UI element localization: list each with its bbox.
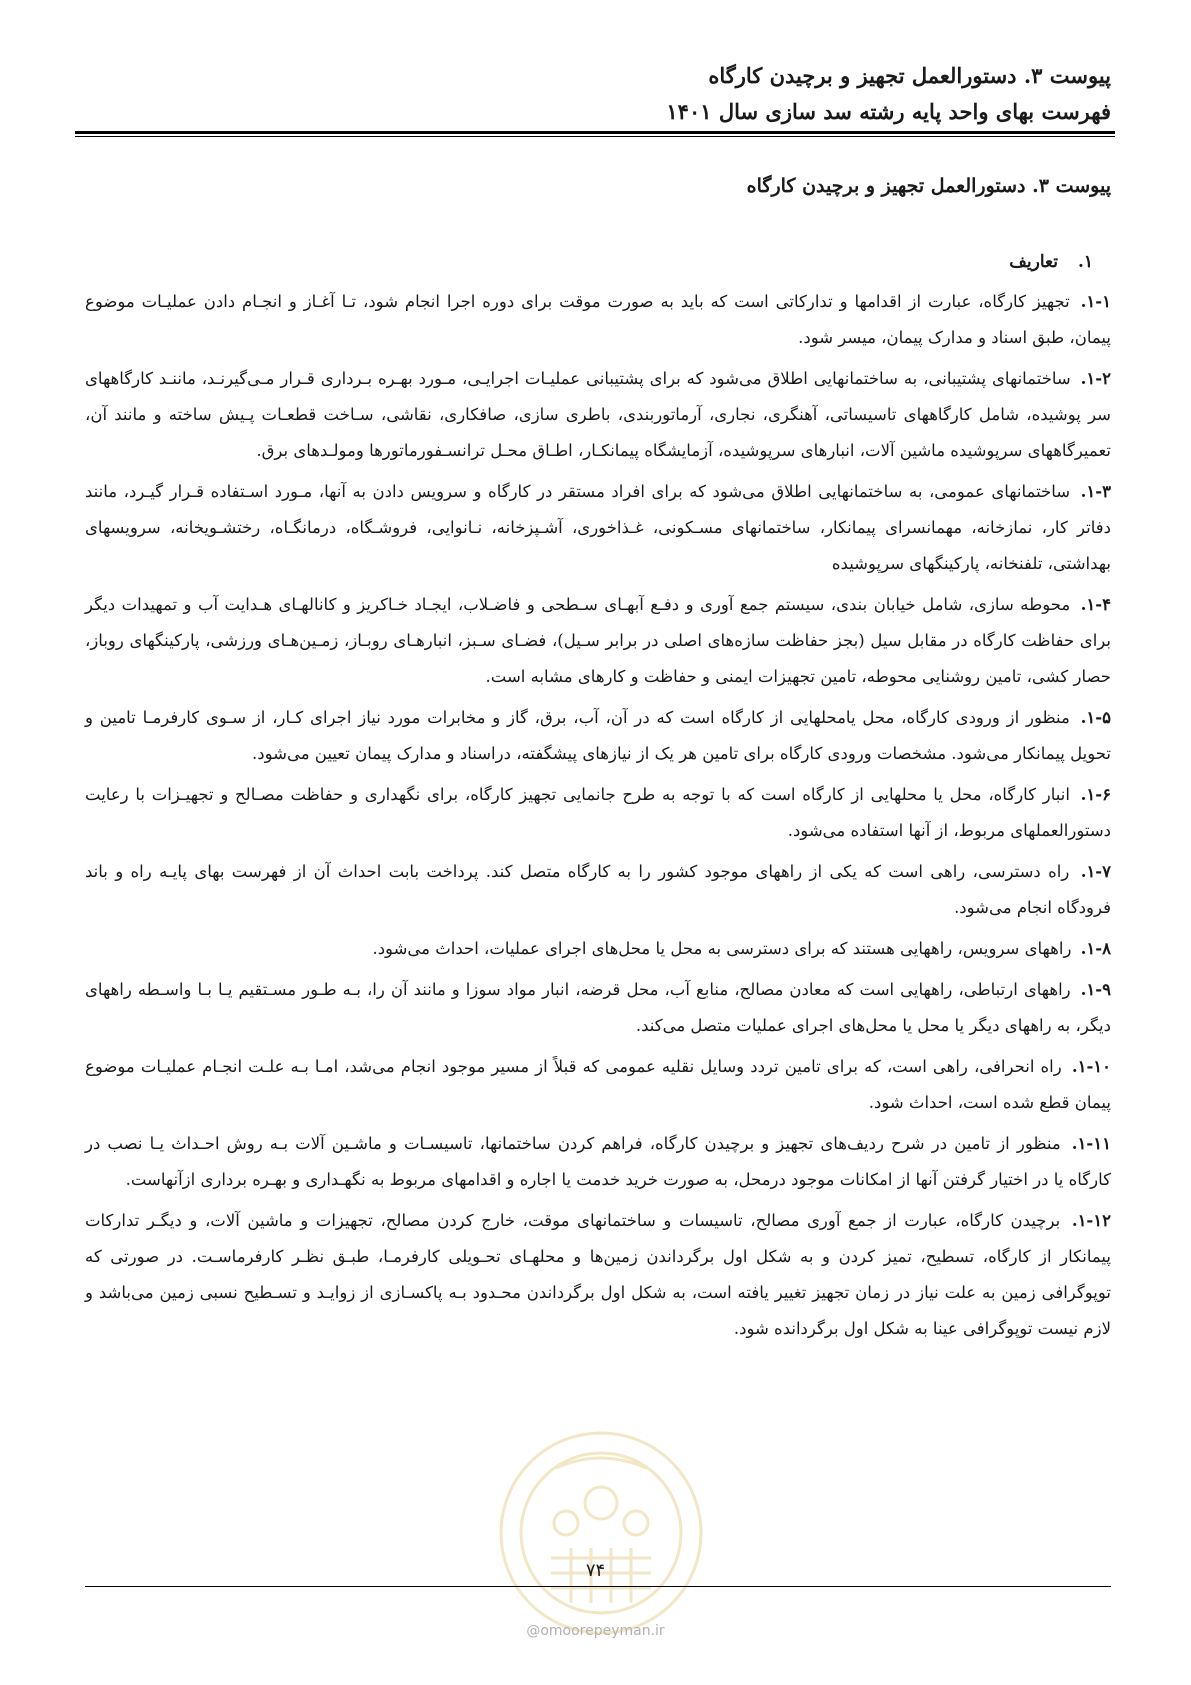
subsection-number: ۱. <box>1077 252 1093 272</box>
header-rule-thin <box>75 136 1115 137</box>
paragraph-text: راههای ارتباطی، راههایی است که معادن مصالح، منابع آب، محل قرضه، انبار مواد سوزا و مانند آن را، بـه طـور مسـتقیم یـا بـا واسـطه راههای دیگر، به راههای دیگر یا محل یا محل‌های اجرای عملیات متصل می‌کند. <box>85 980 1111 1035</box>
paragraph-number: ۱-۸. <box>1080 939 1111 958</box>
section-title: پیوست ۳. دستورالعمل تجهیز و برچیدن کارگاه <box>746 175 1111 197</box>
paragraph-number: ۱-۱۰. <box>1071 1057 1112 1076</box>
paragraph-number: ۱-۱. <box>1080 292 1111 311</box>
paragraph-text: محوطه سازی، شامل خیابان بندی، سیستم جمع آوری و دفـع آبهـای سـطحی و فاضـلاب، ایجـاد خـاکریز و کانالهـای هـدایت آب و تمهیدات دیگر برای حفاظت کارگاه در مقابل سیل (بجز حفاظت سازه‌های اصلی در برابر سـیل)، فضـای سـبز، انبارهـای روبـاز، زمـین‌هـای ورزشی، پارکینگهای روباز، حصار کشی، تامین روشنایی محوطه، تامین تجهیزات ایمنی و حفاظت و کارهای مشابه است. <box>85 595 1111 686</box>
paragraph-number: ۱-۹. <box>1080 980 1111 999</box>
paragraph-number: ۱-۱۱. <box>1071 1134 1111 1153</box>
header-appendix-title: پیوست ۳. دستورالعمل تجهیز و برچیدن کارگاه <box>708 63 1111 88</box>
paragraph-number: ۱-۷. <box>1080 862 1112 881</box>
definition-paragraph <box>85 284 1111 356</box>
paragraph-number: ۱-۶. <box>1080 785 1111 804</box>
paragraph-text: برچیدن کارگاه، عبارت از جمع آوری مصالح، تاسیسات و ساختمانهای موقت، خارج کردن مصالح، تجهیزات و ماشین آلات، و دیگـر تدارکات پیمانکار از کارگاه، تسطیح، تمیز کردن و به شکل اول برگرداندن زمین‌ها و محلهـای تحـویلی کارفرمـا، طبـق نظـر کارفرماسـت. در صورتی که توپوگرافی زمین به علت نیاز در زمان تجهیز تغییر یافته است، به شکل اول برگرداندن محـدود بـه پاکسـازی از زوایـد و تسـطیح نسبی زمین می‌باشد و لازم نیست توپوگرافی عینا به شکل اول برگردانده شود. <box>85 1211 1111 1338</box>
paragraph-number: ۱-۱۲. <box>1071 1211 1111 1230</box>
definition-paragraph <box>85 931 1111 967</box>
page-body <box>85 168 1111 1352</box>
definition-paragraph <box>85 1049 1111 1121</box>
definition-paragraph <box>85 1126 1111 1198</box>
definition-paragraph <box>85 587 1111 695</box>
definition-paragraph <box>85 1203 1111 1347</box>
page-number: ۷۴ <box>585 1560 606 1581</box>
definition-paragraph <box>85 361 1111 469</box>
paragraph-number: ۱-۲. <box>1080 369 1111 388</box>
running-header <box>85 58 1111 130</box>
paragraph-number: ۱-۴. <box>1080 595 1111 614</box>
definition-paragraph <box>85 777 1111 849</box>
paragraph-text: راه دسترسی، راهی است که یکی از راههای موجود کشور را به کارگاه متصل کند. پرداخت بابت احداث آن از فهرست بهای پایـه راه و باند فرودگاه انجام می‌شود. <box>85 862 1111 917</box>
definition-paragraph <box>85 854 1111 926</box>
paragraph-number: ۱-۵. <box>1080 708 1111 727</box>
paragraph-text: تجهیز کارگاه، عبارت از اقدامها و تدارکاتی است که باید به صورت موقت برای دوره اجرا انجام شود، تـا آغـاز و انجـام دادن عملیـات موضوع پیمان، طبق اسناد و مدارک پیمان، میسر شود. <box>85 292 1111 347</box>
paragraph-text: راههای سرویس، راههایی هستند که برای دسترسی به محل یا محل‌های اجرای عملیات، احداث می‌شود. <box>372 939 1072 958</box>
definition-paragraph <box>85 474 1111 582</box>
watermark-seal-icon <box>496 1428 706 1638</box>
paragraph-text: منظور از تامین در شرح ردیف‌های تجهیز و برچیدن کارگاه، فراهم کردن ساختمانها، تاسیسـات و ماشـین آلات بـه روش احـداث یـا نصب در کارگاه یا در اختیار گرفتن آنها از امکانات موجود درمحل، به صورت خرید خدمت یا اجاره و اقدامهای مربوط به نگهـداری و بهـره برداری ازآنهاست. <box>85 1134 1111 1189</box>
subsection-title: تعاریف <box>1009 252 1058 272</box>
header-rule-thick <box>75 131 1115 134</box>
definition-paragraph <box>85 972 1111 1044</box>
footer-rule <box>85 1586 1111 1587</box>
paragraph-text: راه انحرافی، راهی است، که برای تامین تردد وسایل نقلیه عمومی که قبلاً از مسیر موجود انجام می‌شد، امـا بـه علـت انجـام عملیـات موضوع پیمان قطع شده است، احداث شود. <box>85 1057 1111 1112</box>
paragraph-text: منظور از ورودی کارگاه، محل یامحلهایی از کارگاه است که در آن، آب، برق، گاز و مخابرات مورد نیاز اجرای کـار، از سـوی کارفرمـا تامین و تحویل پیمانکار می‌شود. مشخصات ورودی کارگاه برای تامین هر یک از نیازهای پیشگفته، دراسناد و مدارک پیمان تعیین می‌شود. <box>85 708 1111 763</box>
header-document-title: فهرست بهای واحد پایه رشته سد سازی سال ۱۴۰۱ <box>666 99 1111 124</box>
definition-paragraph <box>85 700 1111 772</box>
paragraph-text: انبار کارگاه، محل یا محلهایی از کارگاه است که با توجه به طرح جانمایی تجهیز کارگاه، برای نگهداری و حفاظت مصـالح و تجهیـزات با رعایت دستورالعملهای مربوط، از آنها استفاده می‌شود. <box>85 785 1111 840</box>
subsection-heading <box>85 244 1111 280</box>
website-watermark: @omoorepeyman.ir <box>526 1623 665 1639</box>
paragraph-text: ساختمانهای پشتیبانی، به ساختمانهایی اطلاق می‌شود که برای پشتیبانی عملیـات اجرایـی، مـورد بهـره بـرداری قـرار مـی‌گیرنـد، ماننـد کارگاههای سر پوشیده، شامل کارگاههای تاسیساتی، آهنگری، نجاری، آرماتوربندی، باطری سازی، صافکاری، نقاشی، سـاخت قطعـات پـیش ساخته و مانند آن، تعمیرگاههای سرپوشیده ماشین آلات، انبارهای سرپوشیده، آزمایشگاه پیمانکـار، اطـاق محـل ترانسـفورماتورها ومولـدهای برق. <box>85 369 1111 460</box>
paragraph-number: ۱-۳. <box>1080 482 1111 501</box>
paragraph-text: ساختمانهای عمومی، به ساختمانهایی اطلاق می‌شود که برای افراد مستقر در کارگاه و سرویس دادن به آنها، مـورد اسـتفاده قـرار گیـرد، مانند دفاتر کار، نمازخانه، مهمانسرای پیمانکار، ساختمانهای مسـکونی، غـذاخوری، آشـپزخانه، نـانوایی، فروشـگاه، درمانگـاه، رختشـویخانه، سرویسهای بهداشتی، تلفنخانه، پارکینگهای سرپوشیده <box>85 482 1111 573</box>
